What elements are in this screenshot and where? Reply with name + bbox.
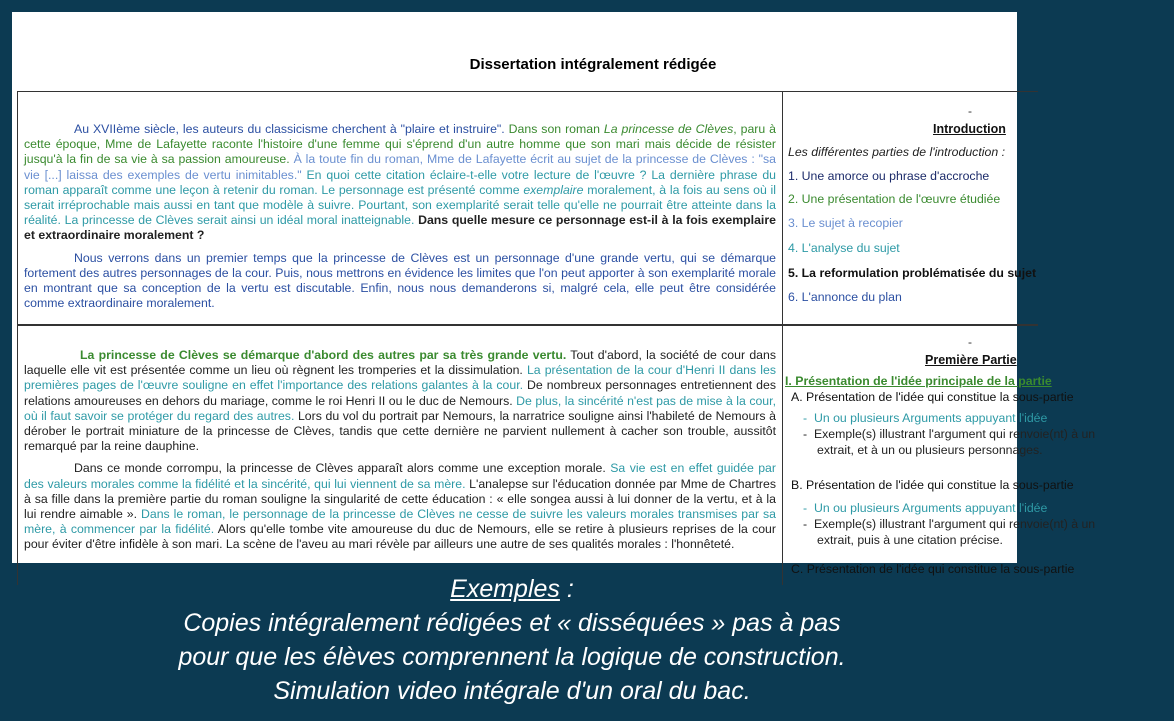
subpart-b-title: B. Présentation de l'idée qui constitue la sous-partie: [791, 478, 1074, 492]
accroche-sentence: Au XVIIème siècle, les auteurs du classicisme cherchent à "plaire et instruire".: [74, 122, 509, 136]
introduction-sidebar: [783, 92, 1038, 325]
analyse-sentence-end: moralement, à la fois au sens où il serait irréprochable mais aussi en tant que modèle à suivre. Pourtant, son exemplarité serait telle qu'elle ne pourrait être atteinte dans la réalité. La princesse de Clèves serait ainsi un idéal moral inatteignable.: [24, 182, 777, 228]
topic-sentence: La princesse de Clèves se démarque d'abord des autres par sa très grande vertu.: [80, 348, 567, 362]
example-a2: De plus, la sincérité n'est pas de mise à la cour, où il faut savoir se protéger du regard des autres.: [24, 393, 776, 423]
subpart-a-example: - Exemple(s) illustrant l'argument qui renvoie(nt) à un: [803, 427, 1096, 441]
intro-item-sujet: 3. Le sujet à recopier: [788, 216, 903, 230]
intro-item-oeuvre: 2. Une présentation de l'œuvre étudiée: [788, 192, 1001, 206]
argument-b2: L'analepse sur l'éducation donnée par Mme de Chartres à sa fille dans la première partie du roman souligne la singularité de cette éducation : « elle songea aussi à lui donner de la vertu, et à la lui rendre aimable ».: [24, 476, 776, 522]
subpart-b-argument: - Un ou plusieurs Arguments appuyant l'idée: [803, 501, 1048, 515]
subpart-a-example-cont: extrait, et à un ou plusieurs personnages.: [817, 443, 1043, 457]
analyse-keyword: exemplaire: [523, 182, 584, 197]
subpart-a-argument-text: Un ou plusieurs Arguments appuyant l'idée: [813, 411, 1048, 425]
subpart-b-argument-text: Un ou plusieurs Arguments appuyant l'idée: [813, 501, 1048, 515]
subpart-c-title: C. Présentation de l'idée qui constitue la sous-partie: [791, 562, 1075, 576]
argument-a1: Tout d'abord, la société de cour dans laquelle elle vit est présentée comme un lieu où règnent les tromperies et la dissimulation.: [24, 348, 776, 378]
oeuvre-title: La princesse de Clèves: [603, 122, 734, 136]
part-one-paragraph-1: [18, 348, 782, 454]
caption-line-3: pour que les élèves comprennent la logique de construction.: [178, 643, 846, 671]
dash-marker: -: [968, 335, 972, 349]
intro-item-analyse: 4. L'analyse du sujet: [788, 241, 900, 255]
caption-line-4: Simulation video intégrale d'un oral du bac.: [273, 677, 751, 705]
argument-b3: Alors qu'elle tombe vite amoureuse du duc de Nemours, elle se retire à plusieurs reprises de la cour pour éviter d'être infidèle à son mari. La scène de l'aveu au mari révèle par ailleurs une autre de ses qualités morales : l'honnêteté.: [24, 522, 776, 552]
argument-b1: Dans ce monde corrompu, la princesse de Clèves apparaît alors comme une exception morale.: [74, 461, 611, 476]
caption-line-1: [0, 572, 1024, 606]
page-title: Dissertation intégralement rédigée: [469, 56, 717, 73]
introduction-heading: Introduction: [933, 122, 1006, 136]
intro-item-amorce: 1. Une amorce ou phrase d'accroche: [788, 169, 990, 183]
introduction-subtitle: Les différentes parties de l'introduction :: [788, 145, 1005, 159]
analyse-sentence: En quoi cette citation éclaire-t-elle votre lecture de l'œuvre ? La dernière phrase du roman apparaît comme une leçon à retenir du roman. Le personnage est présenté comme: [24, 167, 776, 197]
part-one-heading: Première Partie: [925, 353, 1017, 367]
sujet-sentence: À la toute fin du roman, Mme de Lafayette écrit au sujet de la princesse de Clèves : "sa vie [...] laissa des exemples de vertu inimitables.": [24, 152, 776, 182]
argument-a3: Lors du vol du portrait par Nemours, la narratrice souligne ainsi l'habileté de Nemours à dérober le portrait miniature de la princesse de Clèves, tandis que cette dernière ne parvient nullement à cacher son trouble, aussitôt remarqué par la reine dauphine.: [24, 408, 776, 454]
caption-line-2: Copies intégralement rédigées et « disséquées » pas à pas: [183, 609, 841, 637]
subpart-a-title: A. Présentation de l'idée qui constitue la sous-partie: [791, 390, 1074, 404]
example-b2: Dans le roman, le personnage de la princesse de Clèves ne cesse de suivre les valeurs morales transmises par sa mère, à commencer par la fidélité.: [24, 507, 776, 537]
part-one-row: [17, 324, 1096, 585]
dash-marker: -: [968, 104, 972, 118]
subpart-b-example: - Exemple(s) illustrant l'argument qui renvoie(nt) à un: [803, 517, 1096, 531]
caption-label: Exemples: [450, 575, 560, 603]
introduction-row: [17, 91, 1038, 326]
part-one-idea-heading: I. Présentation de l'idée principale de la partie: [785, 374, 1052, 388]
introduction-paragraph: [18, 122, 782, 244]
plan-text: Nous verrons dans un premier temps que la princesse de Clèves est un personnage d'une grande vertu, qui se démarque fortement des autres personnages de la cour. Puis, nous mettrons en évidence les limites que l'on peut apporter à son exemplarité morale en montrant que sa conception de la vertu est discutable. Enfin, nous nous demanderons si, malgré cela, elle peut être considérée comme extraordinaire moralement.: [24, 250, 776, 311]
caption-banner: [0, 572, 1024, 708]
document-page: [12, 12, 1096, 576]
subpart-b-example-text: Exemple(s) illustrant l'argument qui renvoie(nt) à un: [813, 517, 1096, 531]
plan-paragraph: [18, 251, 782, 312]
subpart-b-example-cont: extrait, puis à une citation précise.: [817, 533, 1003, 547]
oeuvre-sentence: Dans son roman: [508, 122, 604, 136]
example-a1: La présentation de la cour d'Henri II dans les premières pages de l'œuvre souligne en effet l'importance des relations galantes à la cour.: [24, 363, 776, 393]
subpart-a-example-text: Exemple(s) illustrant l'argument qui renvoie(nt) à un: [813, 427, 1096, 441]
part-one-paragraph-2: [18, 461, 782, 552]
subpart-a-argument: - Un ou plusieurs Arguments appuyant l'idée: [803, 411, 1048, 425]
oeuvre-sentence-end: , paru à cette époque, Mme de Lafayette raconte l'histoire d'une femme qui s'éprend d'un autre homme que son mari mais décide de résister jusqu'à la fin de sa vie à sa passion amoureuse.: [24, 122, 777, 167]
intro-item-plan: 6. L'annonce du plan: [788, 290, 902, 304]
argument-a2: De nombreux personnages entretiennent des relations amoureuses en dehors du mariage, comme le roi Henri II ou le duc de Nemours.: [24, 378, 776, 408]
part-one-text: [18, 325, 783, 585]
problematique-sentence: Dans quelle mesure ce personnage est-il à la fois exemplaire et extraordinaire moralement ?: [24, 213, 776, 243]
example-b1: Sa vie est en effet guidée par des valeurs morales comme la fidélité et la sincérité, qui lui viennent de sa mère.: [24, 461, 776, 491]
introduction-text: [18, 92, 783, 325]
part-one-sidebar: [783, 325, 1096, 585]
intro-item-problematique: 5. La reformulation problématisée du sujet: [788, 266, 1037, 280]
caption-colon: :: [559, 575, 574, 603]
